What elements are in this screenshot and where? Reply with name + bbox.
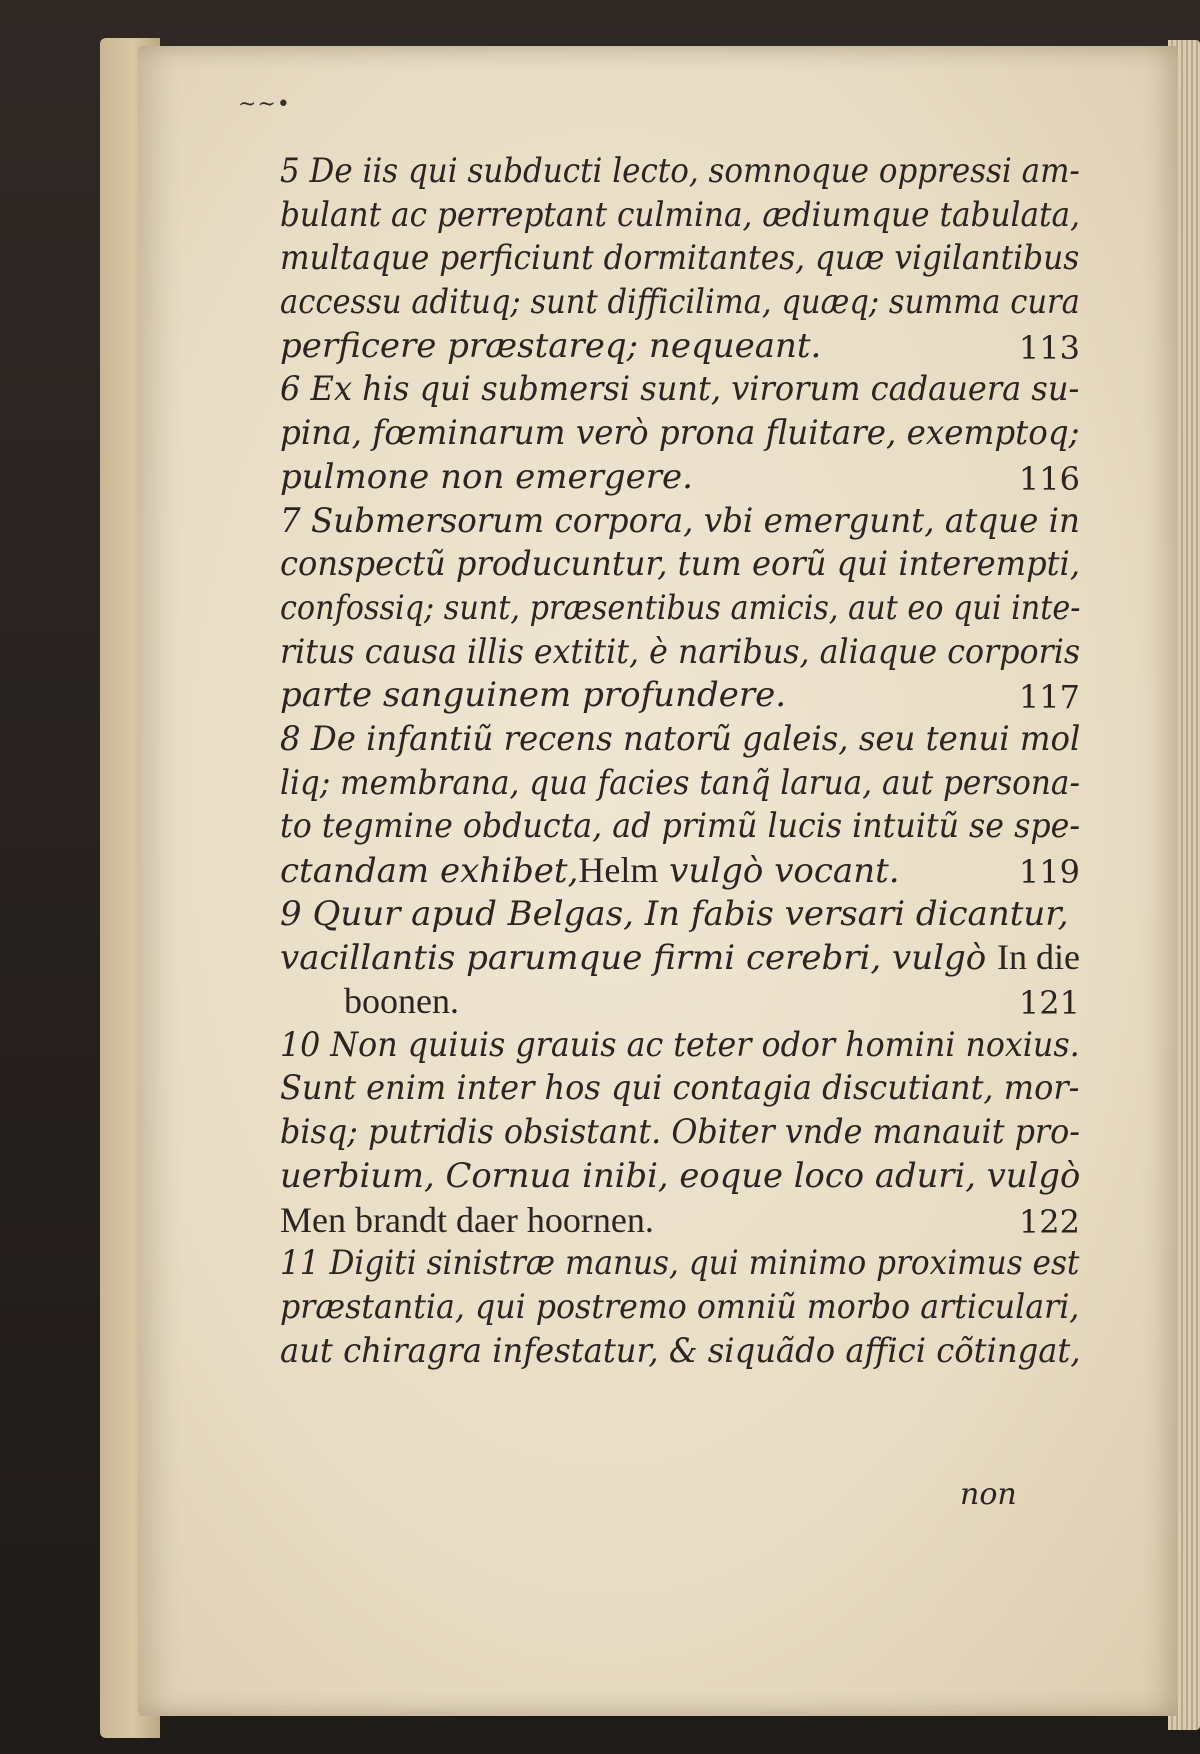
text-line: conspectũ producuntur, tum eorũ qui interempti,: [280, 544, 1081, 585]
text-line: multaque perficiunt dormitantes, quæ vigilantibus: [280, 238, 1080, 279]
text-line: pulmone non emergere. 116: [280, 456, 1080, 500]
text-line: aut chiragra infestatur, & siquãdo affici cõtingat,: [280, 1330, 1081, 1371]
text-line: Sunt enim inter hos qui contagia discutiant, mor-: [280, 1068, 1080, 1109]
text-line: 10 Non quiuis grauis ac teter odor homini noxius.: [280, 1024, 1080, 1065]
text-line: uerbium, Cornua inibi, eoque loco aduri, vulgò: [280, 1155, 1081, 1196]
text-line: vacillantis parumque firmi cerebri, vulgò In die: [280, 937, 1081, 979]
page-reference: 119: [1018, 853, 1080, 891]
catchword: non: [960, 1477, 1017, 1512]
page-reference: 117: [1018, 678, 1080, 717]
text-line: 7 Submersorum corpora, vbi emergunt, atque in: [280, 500, 1080, 541]
top-mark: ~~•: [238, 92, 291, 117]
text-line: perficere præstareq; nequeant. 113: [280, 325, 1080, 369]
text-line: 9 Quur apud Belgas, In fabis versari dicantur,: [280, 893, 1069, 934]
text-line: confossiq; sunt, præsentibus amicis, aut eo qui inte-: [280, 587, 1081, 628]
text-line: 5 De iis qui subducti lecto, somnoque oppressi am-: [280, 151, 1080, 191]
text-line: bulant ac perreptant culmina, ædiumque tabulata,: [280, 194, 1081, 235]
index-text: [280, 150, 1080, 1373]
text-line: liq; membrana, qua facies tanq̃ larua, aut persona-: [280, 762, 1080, 803]
text-line: to tegmine obducta, ad primũ lucis intuitũ se spe-: [280, 806, 1081, 847]
text-line: boonen. 121: [280, 980, 1080, 1024]
text-line: pina, fœminarum verò prona fluitare, exemptoq;: [280, 413, 1080, 454]
text-line: 8 De infantiũ recens natorũ galeis, seu tenui mol: [280, 718, 1081, 759]
text-line: ctandam exhibet,Helm vulgò vocant. 119: [280, 849, 1080, 893]
text-line: 11 Digiti sinistræ manus, qui minimo proximus est: [280, 1243, 1080, 1284]
text-line: ritus causa illis extitit, è naribus, aliaque corporis: [280, 631, 1081, 672]
text-line: parte sanguinem profundere. 117: [280, 674, 1080, 718]
page-reference: 116: [1018, 459, 1080, 498]
text-line: accessu adituq; sunt difficilima, quæq; summa cura: [280, 282, 1080, 323]
page-reference: 122: [1018, 1202, 1080, 1241]
page-reference: 113: [1018, 328, 1080, 367]
page-reference: 121: [1018, 984, 1080, 1023]
text-line: præstantia, qui postremo omniũ morbo articulari,: [280, 1286, 1080, 1327]
text-line: 6 Ex his qui submersi sunt, virorum cadauera su-: [280, 369, 1080, 410]
text-line: Men brandt daer hoornen. 122: [280, 1199, 1080, 1243]
text-line: bisq; putridis obsistant. Obiter vnde manauit pro-: [280, 1112, 1081, 1153]
